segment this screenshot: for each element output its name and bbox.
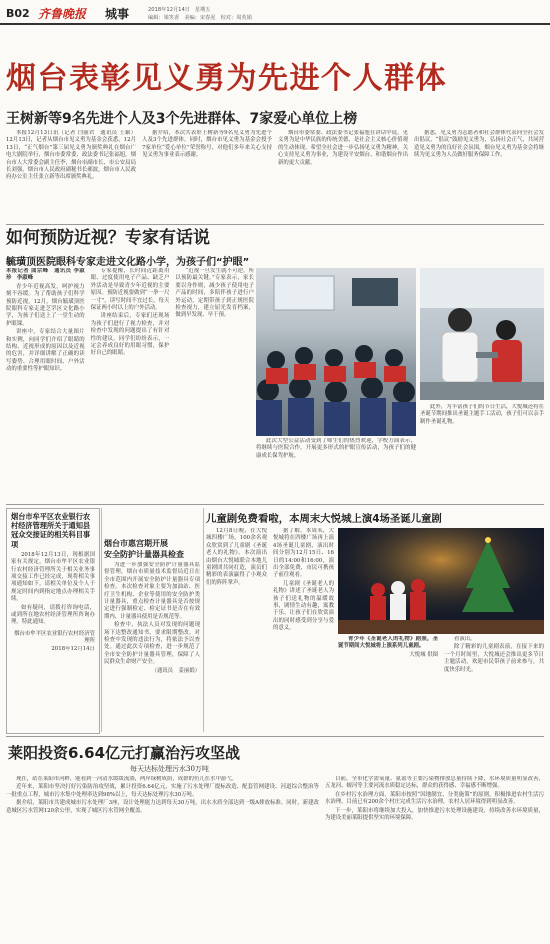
article2-col2	[91, 268, 170, 500]
article5-paragraph: 据介绍，莱阳市共建成城市污水处理厂3座，设计处理能力达到每天30万吨，出水水质全部达到一级A排放标准。同时，新建改造城区污水管网120余公里，实现了城区污水管网全覆盖。	[6, 800, 319, 814]
article5-paragraph: 现在，站在莱阳市河畔，能看到一河清水缓缓流淌，两岸绿树成荫，成群的鱼儿在水中游弋。	[16, 776, 238, 782]
article5-title: 莱阳投资6.64亿元打赢治污攻坚战	[8, 744, 241, 762]
article2-col1	[6, 268, 85, 500]
article3-title-line2: 安全防护计量器具检查	[104, 550, 184, 559]
classroom-scene	[256, 268, 416, 436]
article1-paragraph: 本报12月13日讯（记者 闫丽君 通讯员 王颖）12月13日，记者从烟台市见义勇为基金会获悉，12月13日，“正气烟台”第三届见义勇为颁奖典礼在烟台广电大剧院举行，烟台市委常委、政法委书记张福旭，烟台市人大常委会副主任李，烟台市副市长、市公安局局长刘强，烟台市人民政府副秘书长郝波，烟台市人民政府办公室主任张立新等出席颁奖典礼。	[6, 130, 136, 181]
brief-body	[7, 551, 99, 629]
photo-credit: 大悦城 供图	[409, 651, 438, 658]
brief-date: 2018年12月14日	[51, 645, 95, 652]
article1-col1	[6, 130, 136, 220]
article1-paragraph: 据悉，见义勇为志愿者和社会群体代表向全社会发出倡议，“倡议”鼓励见义勇为，弘扬社会正气，共同营造见义勇为的良好社会氛围，烟台见义勇为基金会将继续为见义勇为人员做好服务保障工作。	[414, 130, 544, 159]
byline: 本报记者 曲宗峰 通讯员 李淑珍 李淑峰	[6, 268, 85, 282]
article1-col4	[414, 130, 544, 220]
editor-line: 编辑：梁笑香 美编：宋春泥 校对：周英娟	[148, 15, 252, 21]
divider	[6, 736, 544, 737]
christmas-show-scene	[338, 528, 544, 634]
classroom-photo	[256, 268, 416, 436]
article2-paragraph: 此外，为丰富孩子们的节日生活，大悦城还将在圣诞节期间推出圣诞主题手工活动，孩子们可以亲手制作圣诞礼物。	[420, 404, 544, 425]
column-rule	[203, 508, 204, 732]
date: 2018年12月14日	[148, 7, 190, 13]
article4-paragraph: 据了解，本周末，大悦城将在四楼广场再上演4场圣诞儿童剧，演出时间分别为12月15日、16日的14:00和16:00，演出全部免费，市民可携孩子前往观看。	[273, 528, 334, 579]
article5-paragraph: 目前，全市化学需氧量、氨氮等主要污染物排放总量持续下降，水环境质量明显改善，五龙河、蚬河等主要河流水质稳定达标，群众的获得感、幸福感不断增强。	[324, 776, 544, 790]
date-line	[148, 6, 211, 13]
article5-subtitle: 每天达标处理污水30万吨	[130, 765, 209, 773]
divider	[6, 224, 544, 225]
article1-col3	[278, 130, 408, 220]
article1-paragraph: 据介绍，本次共表彰王树新等9名见义勇为先进个人及3个先进群体。同时，烟台市见义勇为基金会授予7家单位“爱心单位”荣誉称号，对他们多年来关心支持见义勇为事业表示感谢。	[142, 130, 272, 159]
article2-col3	[175, 268, 254, 500]
article5-paragraph: 近年来，莱阳市坚决打好污染防治攻坚战，累计投资6.64亿元，实施了污水处理厂提标改造、配套管网建设、河道综合整治等一批重点工程，城市污水集中处理率达到98%以上，每天达标处理污水30万吨。	[6, 784, 319, 798]
brief-signature: 烟台市牟平区农业银行农村经济管理所	[14, 630, 95, 645]
divider	[6, 504, 544, 505]
article3-credit: （通讯员 姜丽娟）	[151, 667, 200, 674]
article2-paragraph: 讲座中，专家结合大量图片和实例，向同学们介绍了眼睛的结构、近视形成的原因以及近视的危害，并详细讲解了正确的读写姿势、合理用眼时间、户外活动的重要性等护眼知识。	[6, 329, 85, 373]
article2-sidebar-col	[420, 404, 544, 500]
page-code: B02	[6, 7, 30, 20]
article2-title: 如何预防近视？专家有话说	[6, 228, 210, 248]
article5-paragraph: 下一步，莱阳市将继续加大投入，加快推进污水处理设施建设，持续改善水环境质量，为建设美丽莱阳提供坚实的环境保障。	[324, 807, 544, 822]
brief-title: 烟台市牟平区农业银行农村经济管理所关于通知县冠众交接证的相关科目事项	[11, 512, 91, 549]
article2-paragraph: 此次大型公益活动受到了师生们的热烈欢迎，学校方面表示，将继续与医院合作，开展更多形式的护眼宣传活动，为孩子们的健康成长保驾护航。	[256, 438, 416, 459]
article2-paragraph: 讲座结束后，专家们还现场为孩子们进行了视力检查，并对检查中发现的问题提出了有针对性的建议。同学们纷纷表示，一定会养成良好的用眼习惯，保护好自己的眼睛。	[90, 313, 170, 357]
article2-paragraph: 专家提醒，长时间近距离用眼、过度使用电子产品、缺乏户外活动是导致青少年近视的主要原因。预防近视要做到“一拳一尺一寸”，读写时间不宜过长，每天保证两小时以上的户外活动。	[90, 268, 170, 312]
brief-paragraph: 2018年12月13日，现根据国家有关规定，烟台市牟平区农业银行农村经济管理所关于相关业务事项交接工作已经完成，现将相关事项通知如下，请相关单位及个人于规定时间内到指定地点办理相关手续。	[11, 551, 95, 603]
article4-paragraph: 儿童剧《圣诞老人的礼物》讲述了圣诞老人为孩子们送礼物的温暖故事，剧情生动有趣，寓教于乐，让孩子们在欣赏演出的同时感受到分享与爱的意义。	[273, 580, 334, 632]
section-name: 城事	[105, 7, 130, 21]
article3-col	[104, 562, 200, 732]
article2-body-left	[6, 268, 254, 500]
article1-title: 烟台表彰见义勇为先进个人群体	[6, 61, 447, 96]
article3-title-line1: 烟台市惠宫期开展	[104, 539, 168, 548]
column-rule	[101, 508, 102, 732]
article1-col2	[142, 130, 272, 220]
article5-body	[6, 776, 544, 936]
article3-body	[104, 562, 200, 732]
article1-paragraph: 烟台市委常委、政法委书记张福旭在讲话中说，见义勇为是中华民族的传统美德，是社会主义核心价值观的生动体现。希望全社会进一步弘扬见义勇为精神，关心支持见义勇为事业，为建设平安烟台、和谐烟台作出新的更大贡献。	[278, 130, 408, 166]
article4-col1	[206, 528, 267, 732]
article4-paragraph: 看演出。	[454, 636, 476, 642]
article4-paragraph: 12月8日晚，在大悦城四楼广场，100余名观众欣赏到了儿童剧《圣诞老人的礼物》。本次演出由烟台大悦城联合本地儿童剧团共同打造，演员们精彩的表演赢得了小观众们的阵阵掌声。	[206, 528, 267, 586]
article4-col3	[338, 636, 438, 732]
article2-subtitle: 毓璜顶医院眼科专家走进文化路小学，为孩子们“护眼”	[6, 257, 250, 268]
article2-sidebar	[420, 404, 544, 500]
article2-paragraph: “近视一旦发生就不可逆，所以预防最关键。”专家表示，家长要以身作则，减少孩子使用电子产品的时间，多陪伴孩子进行户外运动，定期带孩子到正规医院检查视力，建立屈光发育档案，做到早发现、早干预。	[175, 268, 255, 319]
article4-title: 儿童剧免费看啦，本周末大悦城上演4场圣诞儿童剧	[206, 513, 442, 525]
doctor-photo	[420, 268, 544, 400]
article1-body	[6, 130, 544, 220]
article4-body-lower	[338, 636, 544, 732]
article2-paragraph: 青少年近视高发，呵护视力刻不容缓。为了帮助孩子们科学预防近视，12月，烟台毓璜顶医院眼科专家走进芝罘区文化路小学，为孩子们送上了一堂生动的护眼课。	[6, 283, 85, 327]
stage-photo	[338, 528, 544, 634]
article4-paragraph: 除了精彩的儿童剧表演，在接下来的一个月时间里，大悦城还会推出更多节日主题活动，欢迎市民带孩子前来参与，共度快乐时光。	[444, 644, 544, 673]
article3-title	[104, 538, 200, 560]
header-rule	[0, 23, 550, 25]
article5-paragraph: 在乡村污水治理方面，莱阳市按照“因地制宜、分类施策”的原则，积极推进农村生活污水治理，目前已有200余个村庄完成生活污水治理，农村人居环境得到明显改善。	[324, 791, 544, 806]
article3-paragraph: 为进一步加强安全防护计量器具监督管理，烟台市质量技术监督局近日在全市范围内开展安全防护计量器具专项检查。本次检查对象主要为加油站、医疗卫生机构、企业等使用的安全防护类计量器具，重点检查计量器具是否按规定进行强制检定、检定证书是否在有效期内、计量器具使用是否规范等。	[104, 562, 200, 620]
article1-subtitle: 王树新等9名先进个人及3个先进群体、7家爱心单位上榜	[6, 111, 358, 127]
newspaper-logo: 齐鲁晚报	[38, 7, 87, 21]
brief-box	[6, 508, 100, 734]
brief-paragraph: 如有疑问，请拨打咨询电话，或到所在地农村经济管理所咨询办理。特此通知。	[11, 604, 95, 626]
article4-col2	[273, 528, 334, 732]
article3-paragraph: 检查中，执法人员对发现的问题现场下达整改通知书，要求限期整改。对检查中发现的违法行为，将依法予以查处。通过此次专项检查，进一步规范了全市安全防护计量器具管理，保障了人民群众生命财产安全。	[104, 622, 200, 666]
article4-col4	[444, 636, 544, 732]
photo-caption: 青少年《圣诞老人的礼物》剧照，圣诞节期间大悦城将上演系列儿童剧。	[338, 636, 438, 650]
article4-body	[206, 528, 334, 732]
article5-col1	[6, 776, 319, 936]
article5-col2	[325, 776, 544, 936]
article2-body-right	[256, 438, 416, 500]
article2-col4	[256, 438, 416, 500]
weekday: 星期五	[194, 7, 211, 13]
eye-exam-scene	[420, 268, 544, 400]
